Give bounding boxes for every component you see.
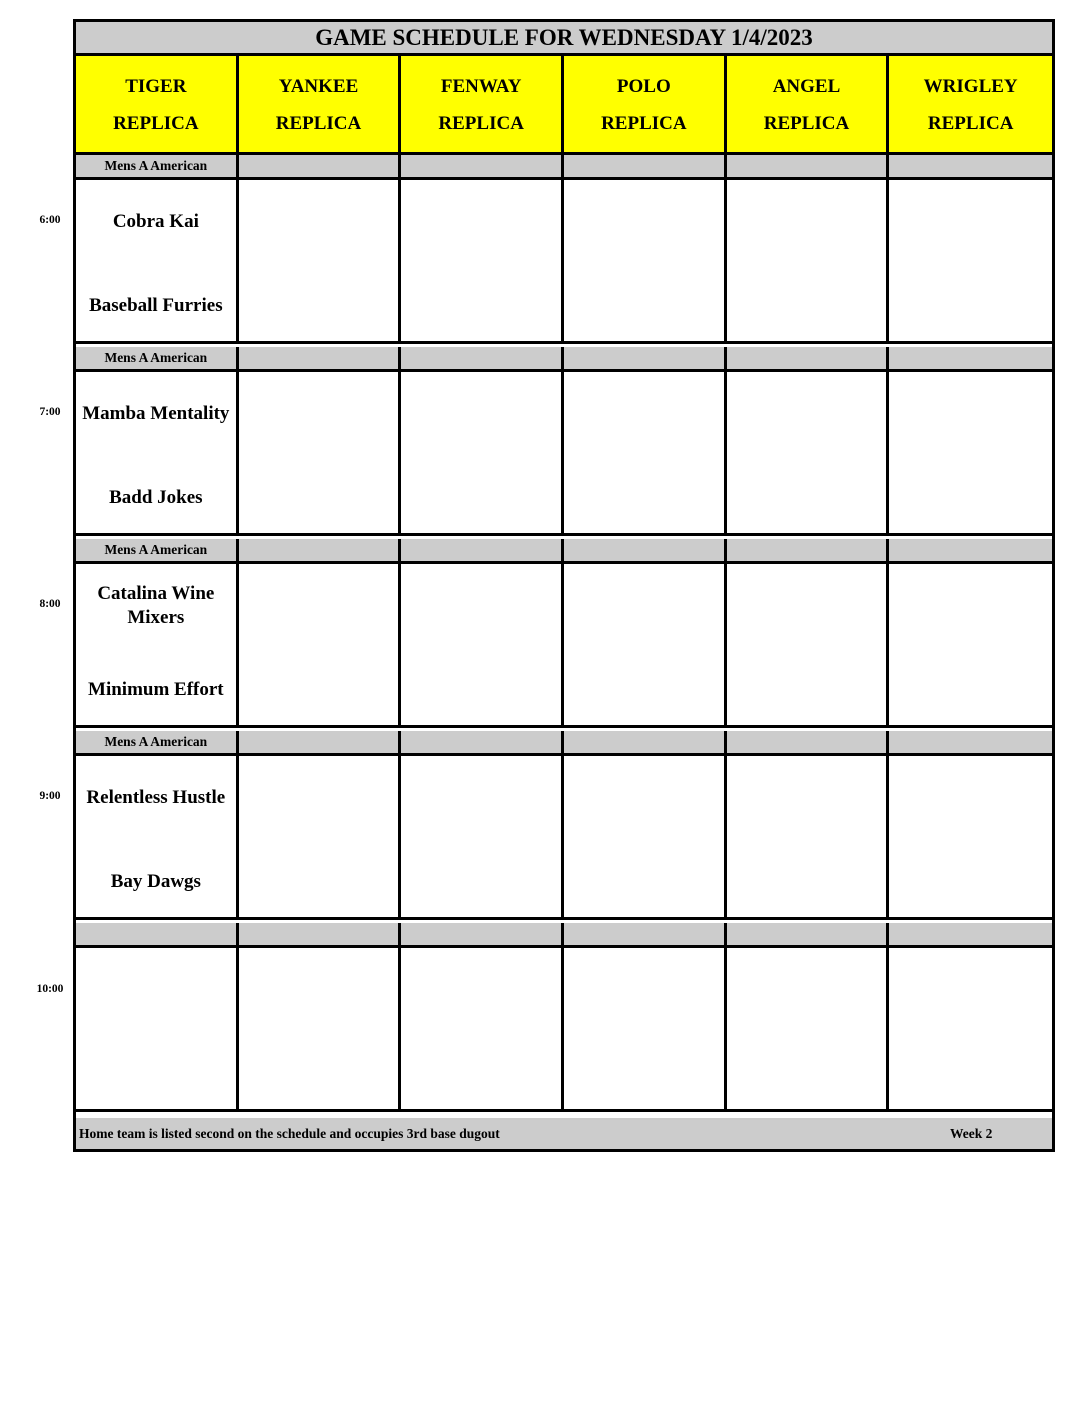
park-sub: REPLICA	[438, 113, 524, 134]
game-cell	[401, 180, 564, 341]
time-label: 8:00	[39, 598, 61, 610]
division-cell	[564, 539, 727, 561]
division-cell	[889, 539, 1052, 561]
park-sub: REPLICA	[927, 113, 1014, 134]
game-cell	[401, 948, 564, 1109]
away-team: Mamba Mentality	[82, 403, 230, 424]
game-cell	[727, 180, 890, 341]
game-cell	[889, 372, 1052, 533]
division-cell	[889, 155, 1052, 177]
park-header-fenway	[401, 56, 564, 152]
home-team: Baseball Furries	[89, 295, 223, 316]
division-row	[76, 731, 1052, 756]
home-team: Bay Dawgs	[110, 871, 201, 892]
park-sub: REPLICA	[275, 113, 362, 134]
game-cell	[889, 756, 1052, 917]
division-cell	[727, 731, 890, 753]
park-name: WRIGLEY	[923, 76, 1018, 97]
time-label: 6:00	[39, 214, 61, 226]
away-team: Catalina Wine Mixers	[97, 583, 215, 628]
division-cell	[239, 155, 402, 177]
game-cell	[401, 756, 564, 917]
game-cell	[564, 756, 727, 917]
park-name: POLO	[616, 76, 671, 97]
park-header-row	[76, 56, 1052, 155]
time-label: 7:00	[39, 406, 61, 418]
park-name: TIGER	[125, 76, 187, 97]
game-cell	[239, 180, 402, 341]
game-cell-tiger	[76, 948, 239, 1109]
schedule-footer	[76, 1118, 1052, 1149]
game-cell-tiger	[76, 756, 239, 917]
game-cell	[564, 180, 727, 341]
game-cell	[239, 564, 402, 725]
division-cell	[564, 347, 727, 369]
week-label: Week 2	[950, 1125, 993, 1141]
park-header-yankee	[239, 56, 402, 152]
division-cell	[564, 731, 727, 753]
park-header-wrigley	[889, 56, 1052, 152]
division-cell	[727, 923, 890, 945]
division-cell	[727, 347, 890, 369]
home-team: Minimum Effort	[88, 679, 224, 700]
division-cell	[401, 155, 564, 177]
park-sub: REPLICA	[113, 113, 199, 134]
division-cell	[889, 347, 1052, 369]
division-cell	[727, 539, 890, 561]
park-header-tiger	[76, 56, 239, 152]
division-row	[76, 539, 1052, 564]
game-row	[76, 564, 1052, 728]
game-cell-tiger	[76, 564, 239, 725]
division-cell	[401, 347, 564, 369]
game-row	[76, 180, 1052, 344]
game-row	[76, 948, 1052, 1112]
division-row	[76, 155, 1052, 180]
division-cell	[889, 731, 1052, 753]
game-cell	[564, 948, 727, 1109]
division-cell	[239, 347, 402, 369]
game-cell	[239, 948, 402, 1109]
division-row	[76, 347, 1052, 372]
game-cell	[401, 564, 564, 725]
schedule-sheet	[73, 19, 1055, 1152]
park-sub: REPLICA	[601, 113, 687, 134]
division-cell	[564, 923, 727, 945]
game-cell	[564, 564, 727, 725]
division-label: Mens A American	[76, 155, 239, 177]
game-cell	[401, 372, 564, 533]
game-cell	[889, 180, 1052, 341]
game-cell	[239, 372, 402, 533]
away-team: Relentless Hustle	[86, 787, 226, 808]
time-label: 10:00	[36, 983, 64, 995]
schedule-title: GAME SCHEDULE FOR WEDNESDAY 1/4/2023	[76, 22, 1052, 56]
game-cell-tiger	[76, 180, 239, 341]
division-cell	[401, 731, 564, 753]
division-cell	[889, 923, 1052, 945]
game-cell-tiger	[76, 372, 239, 533]
park-sub: REPLICA	[763, 113, 850, 134]
game-row	[76, 756, 1052, 920]
away-team: Cobra Kai	[112, 211, 199, 232]
division-cell	[239, 923, 402, 945]
game-cell	[239, 756, 402, 917]
division-label	[76, 923, 239, 945]
park-name: FENWAY	[440, 76, 522, 97]
game-row	[76, 372, 1052, 536]
park-name: ANGEL	[772, 76, 841, 97]
game-cell	[727, 948, 890, 1109]
game-cell	[889, 948, 1052, 1109]
time-label: 9:00	[39, 790, 61, 802]
division-label: Mens A American	[76, 347, 239, 369]
game-cell	[727, 756, 890, 917]
division-cell	[239, 539, 402, 561]
game-cell	[889, 564, 1052, 725]
division-cell	[239, 731, 402, 753]
division-cell	[401, 539, 564, 561]
division-cell	[727, 155, 890, 177]
park-name: YANKEE	[278, 76, 359, 97]
home-team-note: Home team is listed second on the schedule and occupies 3rd base dugout	[79, 1125, 500, 1141]
game-cell	[727, 564, 890, 725]
park-header-polo	[564, 56, 727, 152]
division-label: Mens A American	[76, 731, 239, 753]
park-header-angel	[727, 56, 890, 152]
division-cell	[401, 923, 564, 945]
division-row	[76, 923, 1052, 948]
game-cell	[727, 372, 890, 533]
division-label: Mens A American	[76, 539, 239, 561]
game-cell	[564, 372, 727, 533]
division-cell	[564, 155, 727, 177]
home-team: Badd Jokes	[109, 487, 203, 508]
